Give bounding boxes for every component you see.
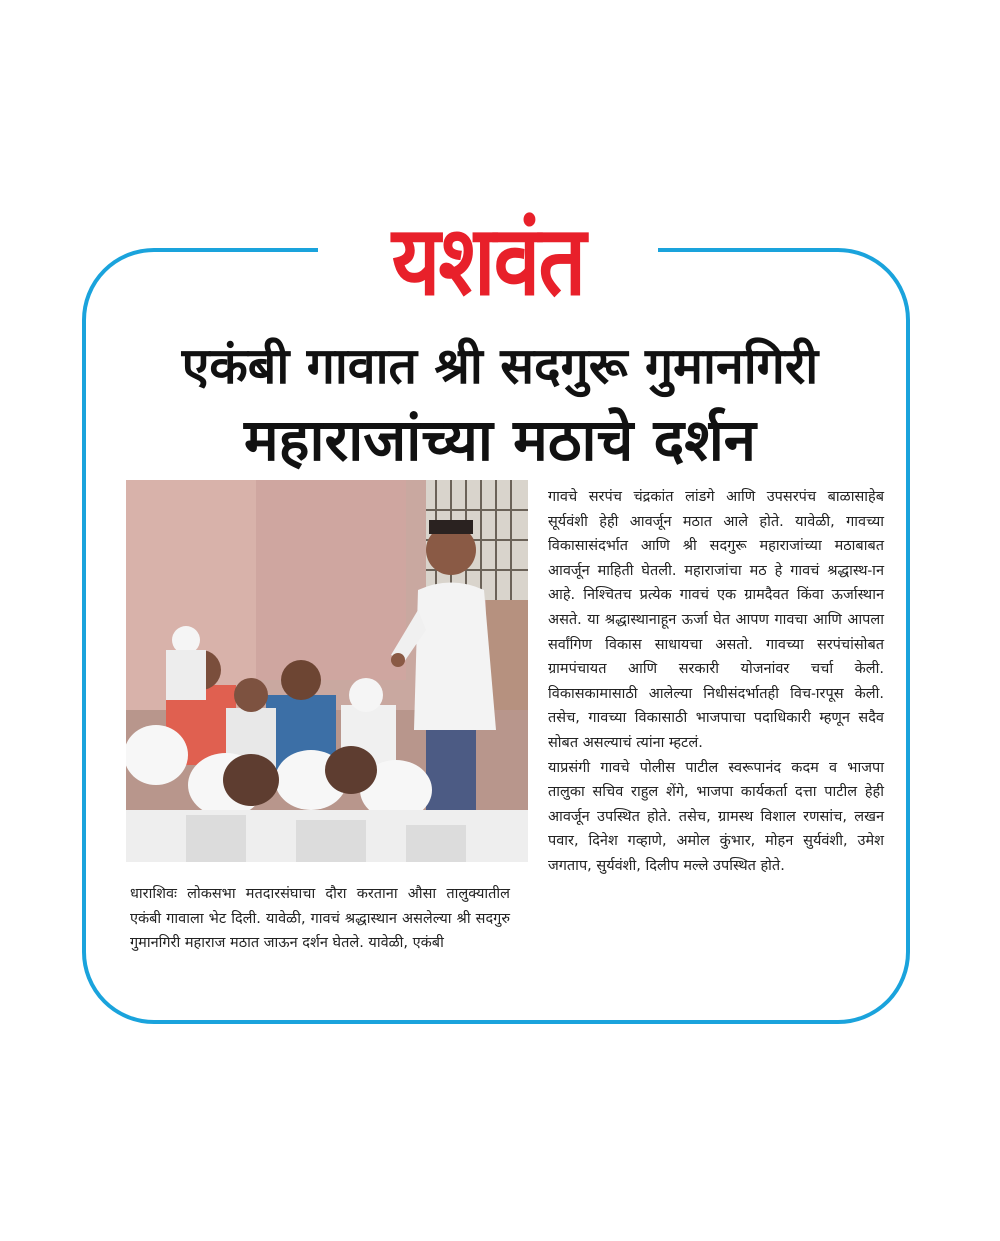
article-column-right — [548, 485, 884, 879]
masthead-title: यशवंत — [391, 203, 585, 317]
masthead-logo — [318, 200, 658, 317]
article-paragraph-1: गावचे सरपंच चंद्रकांत लांडगे आणि उपसरपंच बाळासाहेब सूर्यवंशी हेही आवर्जून मठात आले होते. यावेळी, गावच्या विकासासंदर्भात आणि श्री सदगुरू महाराजांच्या मठाबाबत आवर्जून माहिती घेतली. महाराजांचा मठ हे गावचं श्रद्धास्थ-ान आहे. निश्चितच प्रत्येक गावचं एक ग्रामदैवत किंवा ऊर्जास्थान असते. या श्रद्धास्थानाहून ऊर्जा घेत आपण गावचा आणि आपला सर्वांगिण विकास साधायचा असतो. गावच्या सरपंचांसोबत ग्रामपंचायत आणि सरकारी योजनांवर चर्चा केली. विकासकामासाठी आलेल्या निधीसंदर्भातही विच-ारपूस केली. तसेच, गावच्या विकासाठी भाजपाचा पदाधिकारी म्हणून सदैव सोबत असल्याचं त्यांना म्हटलं. — [548, 489, 884, 751]
article-paragraph-2: याप्रसंगी गावचे पोलीस पाटील स्वरूपानंद कदम व भाजपा तालुका सचिव राहुल शेंगे, भाजपा कार्यकर्ता दत्ता पाटील हेही आवर्जून उपस्थित होते. तसेच, ग्रामस्थ विशाल रणसांच, लखन पवार, दिनेश गव्हाणे, अमोल कुंभार, मोहन सुर्यवंशी, उमेश जगताप, सुर्यवंशी, दिलीप मल्ले उपस्थित होते. — [548, 759, 884, 874]
article-lead-paragraph: धाराशिवः लोकसभा मतदारसंघाचा दौरा करताना औसा तालुक्यातील एकंबी गावाला भेट दिली. यावेळी, गावचं श्रद्धास्थान असलेल्या श्री सदगुरु गुमानगिरी महाराज मठात जाऊन दर्शन घेतले. यावेळी, एकंबी — [130, 886, 510, 952]
headline-line-1: एकंबी गावात श्री सदगुरू गुमानगिरी — [181, 337, 819, 395]
meeting-photo — [126, 480, 528, 862]
headline-line-2: महाराजांच्या मठाचे दर्शन — [244, 406, 756, 474]
article-column-left — [130, 882, 510, 956]
